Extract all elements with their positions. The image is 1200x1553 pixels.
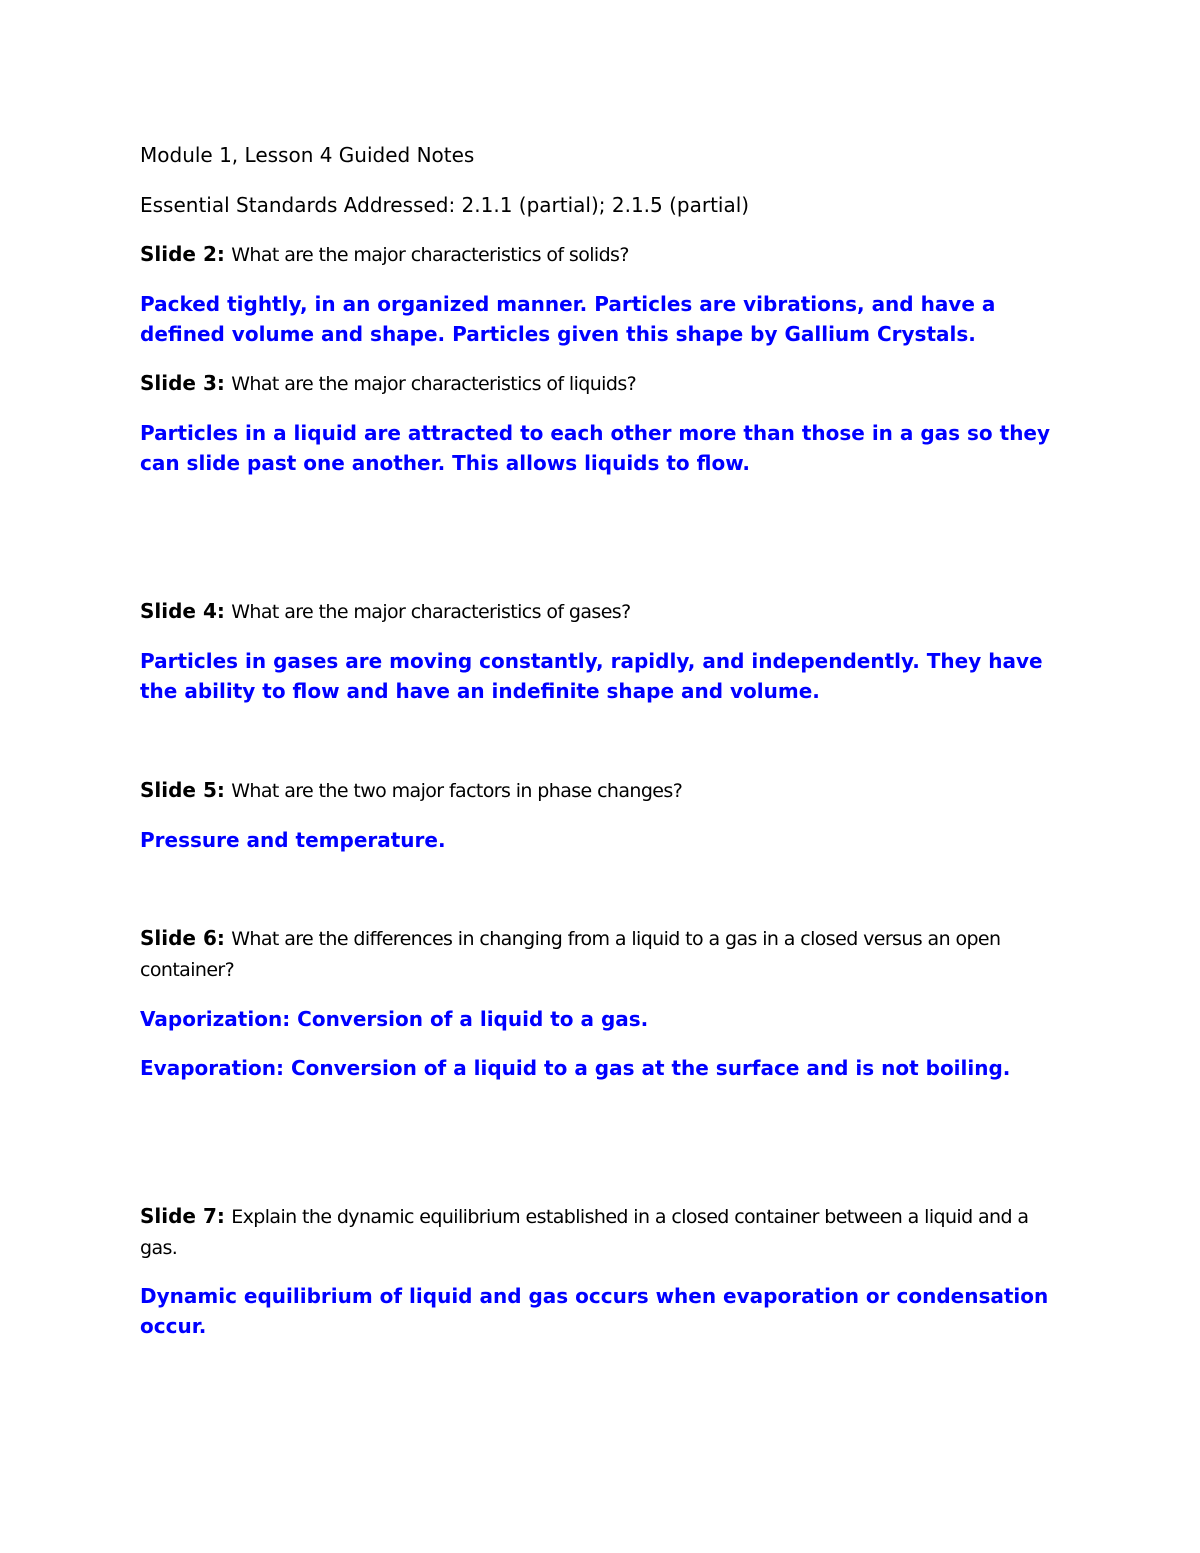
question-text: What are the two major factors in phase changes? (231, 780, 683, 802)
standards-line: Essential Standards Addressed: 2.1.1 (partial); 2.1.5 (partial) (140, 193, 750, 217)
slide-3-answer: Particles in a liquid are attracted to each other more than those in a gas so they can slide past one another. This allows liquids to flow. (140, 421, 1051, 475)
slide-label: Slide 5: (140, 778, 225, 802)
slide-4-answer: Particles in gases are moving constantly, rapidly, and independently. They have the ability to flow and have an indefinite shape and volume. (140, 649, 1043, 703)
slide-5-question (140, 775, 1065, 806)
page-title: Module 1, Lesson 4 Guided Notes (140, 143, 475, 167)
question-text: What are the differences in changing from a liquid to a gas in a closed versus an open container? (140, 928, 1001, 981)
slide-label: Slide 4: (140, 599, 225, 623)
slide-6-answer-vaporization: Vaporization: Conversion of a liquid to a gas. (140, 1007, 649, 1031)
slide-2-question (140, 239, 1065, 270)
slide-4-question (140, 596, 1065, 627)
slide-7-answer: Dynamic equilibrium of liquid and gas occurs when evaporation or condensation occur. (140, 1284, 1049, 1338)
slide-3-question (140, 368, 1065, 399)
slide-2-answer: Packed tightly, in an organized manner. Particles are vibrations, and have a defined volume and shape. Particles given this shape by Gallium Crystals. (140, 292, 996, 346)
question-text: What are the major characteristics of gases? (231, 601, 631, 623)
slide-6-question (140, 923, 1065, 985)
slide-label: Slide 7: (140, 1204, 225, 1228)
question-text: Explain the dynamic equilibrium established in a closed container between a liquid and a gas. (140, 1206, 1029, 1259)
question-text: What are the major characteristics of solids? (231, 244, 629, 266)
question-text: What are the major characteristics of liquids? (231, 373, 637, 395)
slide-6-answer-evaporation: Evaporation: Conversion of a liquid to a gas at the surface and is not boiling. (140, 1056, 1011, 1080)
slide-label: Slide 3: (140, 371, 225, 395)
slide-label: Slide 6: (140, 926, 225, 950)
slide-label: Slide 2: (140, 242, 225, 266)
slide-7-question (140, 1201, 1065, 1263)
slide-5-answer: Pressure and temperature. (140, 828, 446, 852)
